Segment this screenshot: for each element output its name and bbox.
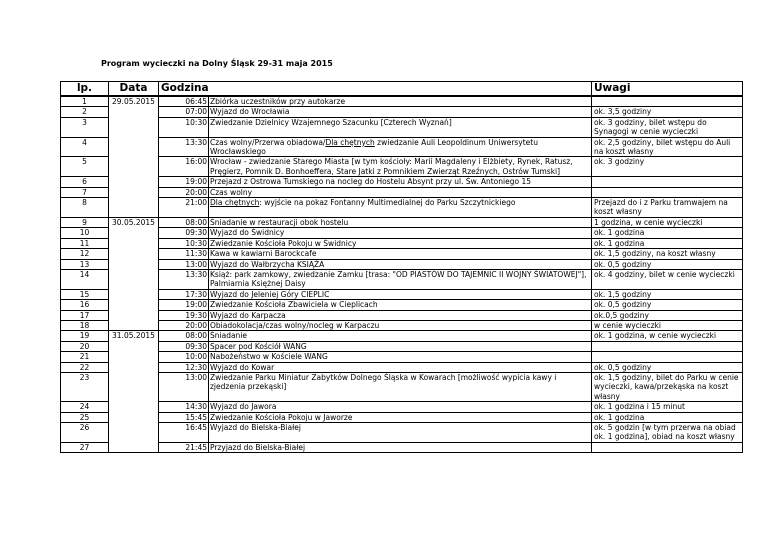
cell-godzina: 07:00 xyxy=(159,107,209,117)
table-row xyxy=(61,217,743,227)
cell-godzina: 20:00 xyxy=(159,187,209,197)
cell-godzina: 19:00 xyxy=(159,300,209,310)
cell-opis: Nabożeństwo w Kościele WANG xyxy=(209,352,592,362)
cell-godzina: 21:45 xyxy=(159,442,209,452)
cell-uwagi: ok.0,5 godziny xyxy=(592,310,743,320)
table-row xyxy=(61,107,743,117)
cell-lp: 2 xyxy=(61,107,109,117)
cell-opis: Zwiedzanie Dzielnicy Wzajemnego Szacunku [Czterech Wyznań] xyxy=(209,117,592,137)
table-row xyxy=(61,372,743,401)
cell-lp: 9 xyxy=(61,217,109,227)
cell-data xyxy=(109,289,159,299)
cell-data xyxy=(109,402,159,412)
cell-godzina: 06:45 xyxy=(159,96,209,107)
cell-uwagi: ok. 1,5 godziny, bilet do Parku w cenie wycieczki, kawa/przekąska na koszt własny xyxy=(592,372,743,401)
cell-opis: Wyjazd do Świdnicy xyxy=(209,228,592,238)
cell-data xyxy=(109,187,159,197)
opis-text: : wyjście na pokaz Fontanny Multimedialnej do Parku Szczytnickiego xyxy=(259,198,516,208)
cell-data xyxy=(109,137,159,157)
cell-lp: 7 xyxy=(61,187,109,197)
table-row xyxy=(61,300,743,310)
cell-lp: 20 xyxy=(61,341,109,351)
cell-uwagi: 1 godzina, w cenie wycieczki xyxy=(592,217,743,227)
table-row xyxy=(61,187,743,197)
cell-godzina: 14:30 xyxy=(159,402,209,412)
table-row xyxy=(61,320,743,330)
cell-lp: 22 xyxy=(61,362,109,372)
table-row xyxy=(61,177,743,187)
cell-uwagi xyxy=(592,96,743,107)
cell-data: 30.05.2015 xyxy=(109,217,159,227)
header-opis xyxy=(209,82,592,97)
cell-godzina: 10:30 xyxy=(159,117,209,137)
opis-text: zwiedzanie Auli Leopoldinum Uniwersytetu Wrocławskiego xyxy=(210,137,538,157)
cell-uwagi: Przejazd do i z Parku tramwajem na koszt własny xyxy=(592,198,743,218)
table-row xyxy=(61,269,743,289)
cell-uwagi: ok. 0,5 godziny xyxy=(592,259,743,269)
cell-godzina: 13:00 xyxy=(159,259,209,269)
cell-opis: Zwiedzanie Kościoła Pokoju w Jaworze xyxy=(209,412,592,422)
cell-opis: Czas wolny xyxy=(209,187,592,197)
cell-godzina: 13:00 xyxy=(159,372,209,401)
cell-opis: Śniadanie xyxy=(209,331,592,341)
cell-lp: 13 xyxy=(61,259,109,269)
cell-opis: Kawa w kawiarni Barockcafe xyxy=(209,249,592,259)
cell-opis: Wyjazd do Jawora xyxy=(209,402,592,412)
cell-godzina: 16:00 xyxy=(159,157,209,177)
table-row xyxy=(61,157,743,177)
cell-data xyxy=(109,157,159,177)
table-row xyxy=(61,341,743,351)
cell-opis: Zwiedzanie Kościoła Pokoju w Świdnicy xyxy=(209,238,592,248)
cell-opis: Wyjazd do Bielska-Białej xyxy=(209,423,592,443)
cell-uwagi: ok. 3,5 godziny xyxy=(592,107,743,117)
cell-data xyxy=(109,269,159,289)
cell-uwagi: ok. 5 godzin [w tym przerwa na obiad ok. 1 godzina], obiad na koszt własny xyxy=(592,423,743,443)
cell-godzina: 09:30 xyxy=(159,228,209,238)
cell-lp: 17 xyxy=(61,310,109,320)
cell-data xyxy=(109,177,159,187)
cell-opis: Wrocław - zwiedzanie Starego Miasta [w tym kościoły: Marii Magdaleny i Elżbiety, Rynek, Ratusz, Pręgierz, Pomnik D. Bonhoeffera, Stare Jatki z Pomnikiem Zwierząt Rzeźnych, Ostrów Tumski] xyxy=(209,157,592,177)
cell-opis: Zwiedzanie Parku Miniatur Zabytków Dolnego Śląska w Kowarach [możliwość wypicia kawy i zjedzenia przekąski] xyxy=(209,372,592,401)
cell-uwagi: ok. 1,5 godziny xyxy=(592,289,743,299)
cell-uwagi: ok. 1 godzina xyxy=(592,412,743,422)
cell-data xyxy=(109,238,159,248)
cell-uwagi xyxy=(592,352,743,362)
cell-godzina: 09:30 xyxy=(159,341,209,351)
cell-godzina: 13:30 xyxy=(159,137,209,157)
table-row xyxy=(61,238,743,248)
cell-uwagi: ok. 4 godziny, bilet w cenie wycieczki xyxy=(592,269,743,289)
cell-godzina: 12:30 xyxy=(159,362,209,372)
cell-opis: Wyjazd do Jeleniej Góry CIEPLIC xyxy=(209,289,592,299)
cell-opis: Obiadokolacja/czas wolny/nocleg w Karpaczu xyxy=(209,320,592,330)
cell-godzina: 21:00 xyxy=(159,198,209,218)
program-table xyxy=(60,81,743,453)
cell-godzina: 11:30 xyxy=(159,249,209,259)
cell-data xyxy=(109,320,159,330)
cell-godzina: 20:00 xyxy=(159,320,209,330)
cell-data xyxy=(109,117,159,137)
cell-uwagi: ok. 2,5 godziny, bilet wstępu do Auli na koszt własny xyxy=(592,137,743,157)
cell-data xyxy=(109,362,159,372)
cell-godzina: 15:45 xyxy=(159,412,209,422)
table-row xyxy=(61,228,743,238)
cell-uwagi: ok. 3 godziny xyxy=(592,157,743,177)
opis-underlined-text: Dla chętnych xyxy=(210,198,260,208)
table-row xyxy=(61,362,743,372)
cell-godzina: 10:00 xyxy=(159,352,209,362)
cell-lp: 18 xyxy=(61,320,109,330)
cell-godzina: 19:30 xyxy=(159,310,209,320)
cell-godzina: 08:00 xyxy=(159,331,209,341)
table-row xyxy=(61,249,743,259)
cell-uwagi xyxy=(592,177,743,187)
header-uwagi: Uwagi xyxy=(592,82,743,97)
cell-opis: Wyjazd do Kowar xyxy=(209,362,592,372)
cell-godzina: 08:00 xyxy=(159,217,209,227)
cell-data xyxy=(109,107,159,117)
cell-uwagi xyxy=(592,442,743,452)
cell-data xyxy=(109,310,159,320)
table-row xyxy=(61,423,743,443)
cell-uwagi: ok. 0,5 godziny xyxy=(592,300,743,310)
cell-opis xyxy=(209,198,592,218)
cell-lp: 16 xyxy=(61,300,109,310)
cell-data xyxy=(109,228,159,238)
cell-lp: 19 xyxy=(61,331,109,341)
cell-lp: 4 xyxy=(61,137,109,157)
header-godzina: Godzina xyxy=(159,82,209,97)
cell-opis: Wyjazd do Wrocławia xyxy=(209,107,592,117)
cell-opis: Książ: park zamkowy, zwiedzanie Zamku [trasa: "OD PIASTÓW DO TAJEMNIC II WOJNY ŚWIATOWEJ"], Palmiarnia Księżnej Daisy xyxy=(209,269,592,289)
header-data: Data xyxy=(109,82,159,97)
cell-uwagi: ok. 1,5 godziny, na koszt własny xyxy=(592,249,743,259)
opis-text: Czas wolny/Przerwa obiadowa/ xyxy=(210,137,326,147)
table-header xyxy=(61,82,743,97)
cell-lp: 21 xyxy=(61,352,109,362)
cell-uwagi: ok. 1 godzina, w cenie wycieczki xyxy=(592,331,743,341)
cell-uwagi: ok. 0,5 godziny xyxy=(592,362,743,372)
cell-data xyxy=(109,341,159,351)
opis-underlined-text: Dla chętnych xyxy=(325,137,375,147)
cell-lp: 23 xyxy=(61,372,109,401)
table-row xyxy=(61,402,743,412)
cell-opis: Śniadanie w restauracji obok hostelu xyxy=(209,217,592,227)
table-row xyxy=(61,137,743,157)
cell-data xyxy=(109,412,159,422)
cell-lp: 26 xyxy=(61,423,109,443)
cell-lp: 25 xyxy=(61,412,109,422)
cell-godzina: 16:45 xyxy=(159,423,209,443)
cell-uwagi: ok. 3 godziny, bilet wstępu do Synagogi w cenie wycieczki xyxy=(592,117,743,137)
cell-godzina: 17:30 xyxy=(159,289,209,299)
cell-data xyxy=(109,442,159,452)
cell-opis: Przejazd z Ostrowa Tumskiego na nocleg do Hostelu Absynt przy ul. Św. Antoniego 15 xyxy=(209,177,592,187)
cell-lp: 12 xyxy=(61,249,109,259)
cell-opis xyxy=(209,137,592,157)
cell-data xyxy=(109,423,159,443)
table-row xyxy=(61,412,743,422)
cell-data: 31.05.2015 xyxy=(109,331,159,341)
cell-godzina: 10:30 xyxy=(159,238,209,248)
cell-lp: 5 xyxy=(61,157,109,177)
table-row xyxy=(61,331,743,341)
cell-data xyxy=(109,372,159,401)
cell-data: 29.05.2015 xyxy=(109,96,159,107)
cell-data xyxy=(109,352,159,362)
table-row xyxy=(61,198,743,218)
table-row xyxy=(61,117,743,137)
cell-lp: 15 xyxy=(61,289,109,299)
cell-uwagi: w cenie wycieczki xyxy=(592,320,743,330)
cell-godzina: 19:00 xyxy=(159,177,209,187)
cell-lp: 3 xyxy=(61,117,109,137)
cell-uwagi: ok. 1 godzina xyxy=(592,238,743,248)
cell-lp: 14 xyxy=(61,269,109,289)
table-row xyxy=(61,259,743,269)
cell-data xyxy=(109,259,159,269)
cell-lp: 11 xyxy=(61,238,109,248)
cell-uwagi xyxy=(592,341,743,351)
cell-godzina: 13:30 xyxy=(159,269,209,289)
cell-lp: 27 xyxy=(61,442,109,452)
cell-lp: 1 xyxy=(61,96,109,107)
cell-opis: Przyjazd do Bielska-Białej xyxy=(209,442,592,452)
cell-lp: 6 xyxy=(61,177,109,187)
cell-uwagi: ok. 1 godzina i 15 minut xyxy=(592,402,743,412)
cell-data xyxy=(109,249,159,259)
cell-opis: Wyjazd do Wałbrzycha KSIĄŻA xyxy=(209,259,592,269)
cell-opis: Zwiedzanie Kościoła Zbawiciela w Cieplicach xyxy=(209,300,592,310)
cell-data xyxy=(109,198,159,218)
table-row xyxy=(61,442,743,452)
cell-uwagi: ok. 1 godzina xyxy=(592,228,743,238)
cell-uwagi xyxy=(592,187,743,197)
page-title: Program wycieczki na Dolny Śląsk 29-31 maja 2015 xyxy=(101,59,333,68)
cell-lp: 24 xyxy=(61,402,109,412)
cell-opis: Wyjazd do Karpacza xyxy=(209,310,592,320)
table-row xyxy=(61,352,743,362)
cell-lp: 10 xyxy=(61,228,109,238)
cell-opis: Zbiórka uczestników przy autokarze xyxy=(209,96,592,107)
table-row xyxy=(61,96,743,107)
cell-opis: Spacer pod Kościół WANG xyxy=(209,341,592,351)
header-lp: lp. xyxy=(61,82,109,97)
cell-data xyxy=(109,300,159,310)
table-row xyxy=(61,289,743,299)
cell-lp: 8 xyxy=(61,198,109,218)
table-row xyxy=(61,310,743,320)
